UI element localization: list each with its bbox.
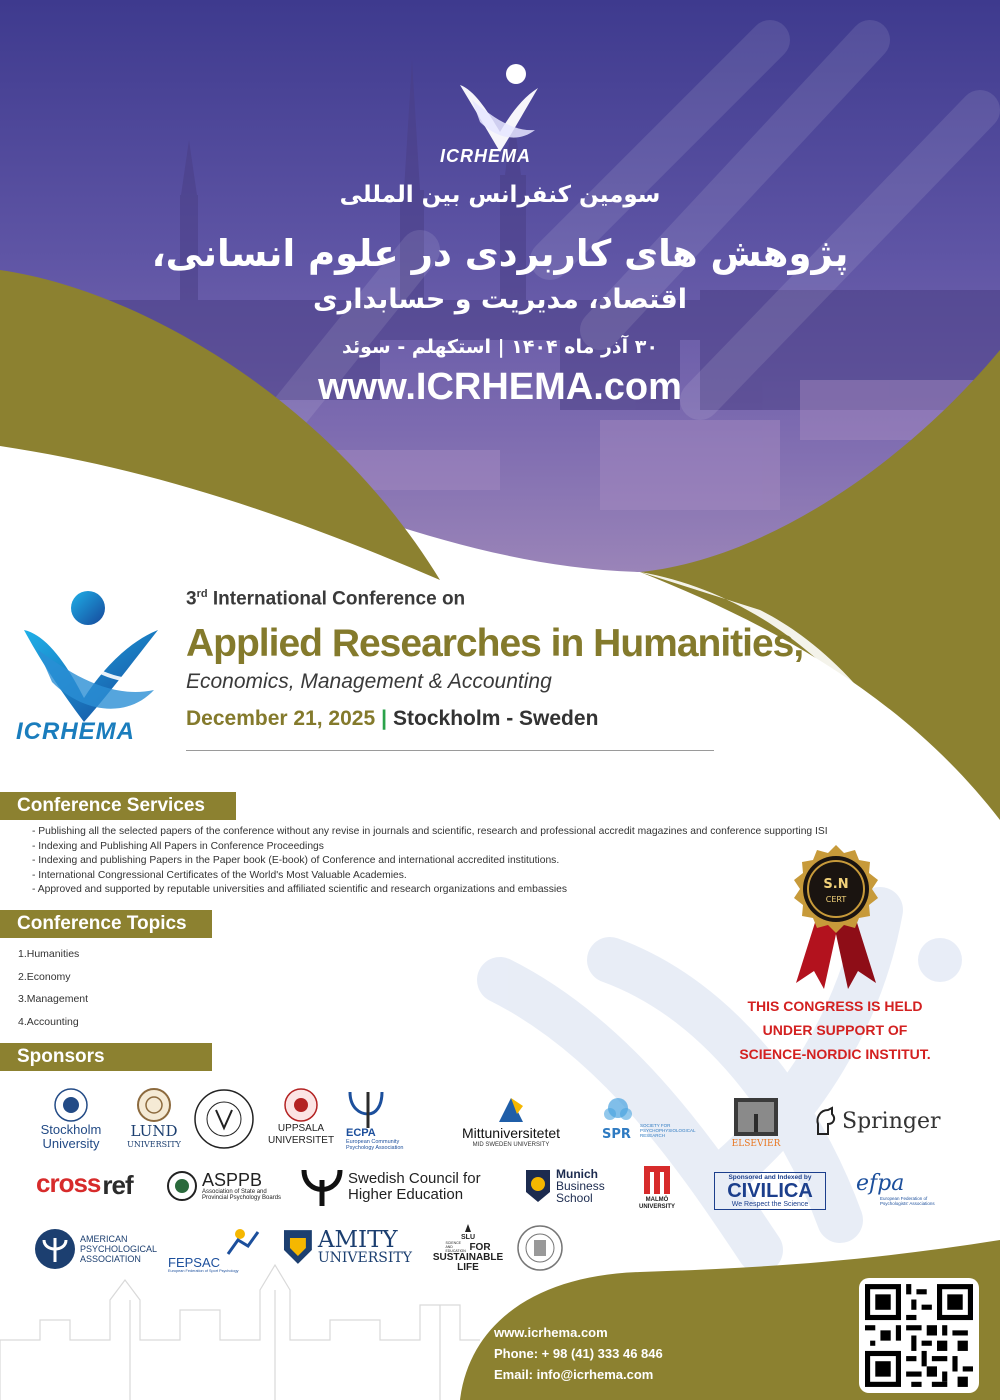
footer-phone: Phone: + 98 (41) 333 46 846 bbox=[494, 1346, 663, 1361]
topic-item: 1.Humanities bbox=[18, 948, 80, 960]
sponsor-munich-business-school bbox=[524, 1168, 614, 1204]
sponsor-label: European Federation of Sport Psychology bbox=[168, 1269, 239, 1273]
sponsor-label: ASSOCIATION bbox=[80, 1254, 141, 1264]
main-logo-text: ICRHEMA bbox=[16, 718, 135, 745]
sponsor-label: SOCIETY FOR bbox=[640, 1122, 671, 1128]
asppb-globe-icon bbox=[166, 1170, 198, 1202]
spr-acronym: SPR bbox=[602, 1127, 631, 1142]
munich-lion-icon bbox=[524, 1168, 552, 1204]
conference-edition: 3rd International Conference on bbox=[186, 588, 466, 610]
sponsor-label: FOR bbox=[469, 1242, 491, 1253]
sponsor-swedish-council bbox=[300, 1166, 490, 1208]
amity-crest-icon bbox=[282, 1228, 314, 1266]
springer-horse-icon bbox=[812, 1106, 838, 1136]
sponsor-lund-university bbox=[126, 1088, 182, 1149]
sponsor-label: UNIVERSITET bbox=[267, 1135, 335, 1146]
topic-item: 4.Accounting bbox=[18, 1015, 79, 1028]
sponsor-label: ECPA bbox=[346, 1127, 376, 1139]
sponsor-label: European Community bbox=[346, 1139, 400, 1145]
sponsor-label: FEPSAC bbox=[168, 1255, 221, 1270]
sponsor-label: UNIVERSITY bbox=[638, 1204, 675, 1210]
stockholm-university-crest-icon bbox=[51, 1088, 91, 1122]
footer-website[interactable]: www.icrhema.com bbox=[494, 1325, 608, 1340]
seal-text-bottom: CERT bbox=[825, 895, 847, 904]
sponsor-label: Business bbox=[556, 1179, 605, 1193]
conference-subtitle: Economics, Management & Accounting bbox=[186, 670, 552, 693]
seal-text-top: S.N bbox=[823, 877, 849, 892]
sponsor-label: ELSEVIER bbox=[731, 1139, 781, 1149]
university-seal-icon bbox=[516, 1224, 564, 1272]
malmo-logo-icon bbox=[642, 1164, 672, 1196]
conference-date: December 21, 2025 bbox=[186, 707, 376, 730]
sponsor-label: efpa bbox=[856, 1171, 905, 1196]
sponsor-label: MALMÖ bbox=[645, 1197, 669, 1203]
sponsor-label: Stockholm bbox=[40, 1122, 102, 1137]
mittuniversitetet-logo-icon bbox=[497, 1094, 525, 1124]
website-url[interactable]: www.ICRHEMA.com bbox=[318, 366, 682, 408]
sponsor-label: SCIENCE AND EDUCATION bbox=[445, 1241, 466, 1253]
sponsor-label: Sponsored and Indexed by bbox=[728, 1174, 812, 1181]
sponsor-label: Psychologists' Associations bbox=[880, 1201, 935, 1206]
sponsor-elsevier bbox=[728, 1096, 784, 1149]
sponsor-label: Munich bbox=[556, 1167, 598, 1181]
separator: | bbox=[381, 707, 388, 730]
sponsor-label: SLU bbox=[461, 1234, 475, 1241]
conference-location: Stockholm - Sweden bbox=[393, 707, 599, 730]
support-line: UNDER SUPPORT OF bbox=[762, 1022, 908, 1038]
sponsor-springer bbox=[812, 1106, 942, 1136]
sponsor-university-seal bbox=[516, 1224, 566, 1272]
service-item: - Approved and supported by reputable universities and affiliated scientific and research organizations and embassies bbox=[32, 884, 568, 896]
fa-conference-edition: سومین کنفرانس بین المللی bbox=[339, 182, 661, 208]
services-heading: Conference Services bbox=[0, 792, 236, 820]
uppsala-seal-icon bbox=[284, 1088, 318, 1122]
support-line: THIS CONGRESS IS HELD bbox=[747, 998, 923, 1014]
sponsor-label: Psychology Association bbox=[346, 1145, 404, 1151]
sponsor-label: ref bbox=[102, 1170, 133, 1200]
sponsor-label: LUND bbox=[130, 1122, 178, 1140]
sponsor-label: UNIVERSITY bbox=[317, 1250, 412, 1266]
sponsor-label: RESEARCH bbox=[640, 1132, 666, 1138]
sponsor-ecpa bbox=[346, 1088, 436, 1151]
swedish-council-logo-icon bbox=[300, 1166, 344, 1208]
sponsor-label: PSYCHOLOGICAL bbox=[80, 1244, 158, 1254]
fa-conference-subtitle: اقتصاد، مدیریت و حسابداری bbox=[312, 284, 688, 315]
conference-title: Applied Researches in Humanities, bbox=[186, 622, 804, 665]
service-item: - Publishing all the selected papers of the conference without any revise in journals and scientific, research and professional accredit magazines and conference supporting ISI bbox=[32, 826, 828, 837]
sponsor-label: Higher Education bbox=[348, 1186, 464, 1203]
footer-email[interactable]: Email: info@icrhema.com bbox=[494, 1367, 654, 1382]
sponsor-label: Swedish Council for bbox=[348, 1170, 481, 1187]
top-logo-text: ICRHEMA bbox=[440, 146, 531, 166]
sponsor-malmo-university bbox=[634, 1164, 680, 1210]
service-item: - Indexing and Publishing All Papers in Conference Proceedings bbox=[32, 840, 324, 852]
sponsor-label: Association of State and bbox=[202, 1189, 267, 1195]
service-item: - International Congressional Certificates of the World's Most Valuable Academies. bbox=[32, 869, 407, 881]
sponsor-apa bbox=[34, 1228, 160, 1270]
sponsor-mittuniversitetet bbox=[446, 1094, 576, 1148]
support-line: SCIENCE-NORDIC INSTITUT. bbox=[739, 1046, 931, 1062]
sponsor-label: Springer bbox=[842, 1108, 941, 1134]
topic-item: 3.Management bbox=[18, 993, 89, 1005]
date-location-row bbox=[186, 707, 598, 731]
sponsor-efpa bbox=[856, 1172, 956, 1206]
certificate-seal-icon bbox=[788, 843, 884, 993]
sponsor-label: University bbox=[42, 1136, 100, 1151]
sponsor-stockholm-university bbox=[34, 1088, 108, 1150]
topic-item: 2.Economy bbox=[18, 970, 71, 983]
slu-logo-icon bbox=[461, 1224, 475, 1234]
support-statement bbox=[700, 994, 970, 1066]
sponsors-heading: Sponsors bbox=[0, 1043, 212, 1071]
sse-seal-icon bbox=[192, 1088, 256, 1150]
header-divider bbox=[186, 750, 714, 751]
sponsor-label: cross bbox=[36, 1168, 101, 1198]
service-item: - Indexing and publishing Papers in the Paper book (E-book) of Conference and international accredited institutions. bbox=[32, 855, 560, 867]
sponsor-label: Mittuniversitetet bbox=[461, 1125, 561, 1141]
sponsor-label: UNIVERSITY bbox=[127, 1140, 181, 1149]
spr-tree-icon bbox=[600, 1096, 636, 1142]
sponsor-stockholm-school-of-economics bbox=[192, 1088, 256, 1150]
fepsac-logo-icon bbox=[168, 1226, 264, 1256]
sponsor-label: ASPPB bbox=[202, 1170, 263, 1190]
sponsor-uppsala-universitet bbox=[266, 1088, 336, 1146]
fa-conference-title: پژوهش های کاربردی در علوم انسانی، bbox=[151, 232, 849, 275]
qr-code[interactable] bbox=[859, 1278, 979, 1393]
sponsor-crossref bbox=[36, 1168, 154, 1200]
lund-seal-icon bbox=[134, 1088, 174, 1122]
sponsor-label: European Federation of bbox=[880, 1196, 928, 1201]
sponsor-label: School bbox=[556, 1191, 593, 1205]
sponsor-label: MID SWEDEN UNIVERSITY bbox=[472, 1142, 550, 1148]
sponsor-civilica bbox=[714, 1172, 826, 1210]
sponsor-label: Provincial Psychology Boards bbox=[202, 1195, 282, 1201]
fa-conference-date: ۳۰ آذر ماه ۱۴۰۴ | استکهلم - سوئد bbox=[342, 336, 658, 358]
sponsor-fepsac bbox=[168, 1226, 268, 1273]
sponsor-label: We Respect the Science bbox=[731, 1201, 809, 1208]
sponsor-label: AMERICAN bbox=[80, 1234, 128, 1244]
sponsor-label: LIFE bbox=[457, 1262, 479, 1273]
sponsor-label: UPPSALA bbox=[277, 1123, 325, 1134]
elsevier-tree-icon bbox=[730, 1096, 782, 1138]
ecpa-psi-icon bbox=[346, 1088, 386, 1128]
topics-list bbox=[18, 943, 88, 1033]
sponsor-asppb bbox=[166, 1170, 286, 1202]
sponsor-label: PSYCHOPHYSIOLOGICAL bbox=[640, 1127, 696, 1133]
apa-psi-icon bbox=[34, 1228, 76, 1270]
qr-code-icon bbox=[865, 1284, 973, 1387]
footer-contact bbox=[494, 1322, 663, 1385]
services-list bbox=[32, 825, 828, 898]
sponsor-label: SUSTAINABLE bbox=[432, 1252, 504, 1263]
sponsor-label: CIVILICA bbox=[727, 1180, 813, 1202]
sponsor-slu bbox=[430, 1224, 506, 1273]
sponsor-amity-university bbox=[282, 1228, 412, 1266]
sponsor-label: AMITY bbox=[317, 1227, 398, 1253]
topics-heading: Conference Topics bbox=[0, 910, 212, 938]
sponsor-spr bbox=[600, 1096, 700, 1142]
